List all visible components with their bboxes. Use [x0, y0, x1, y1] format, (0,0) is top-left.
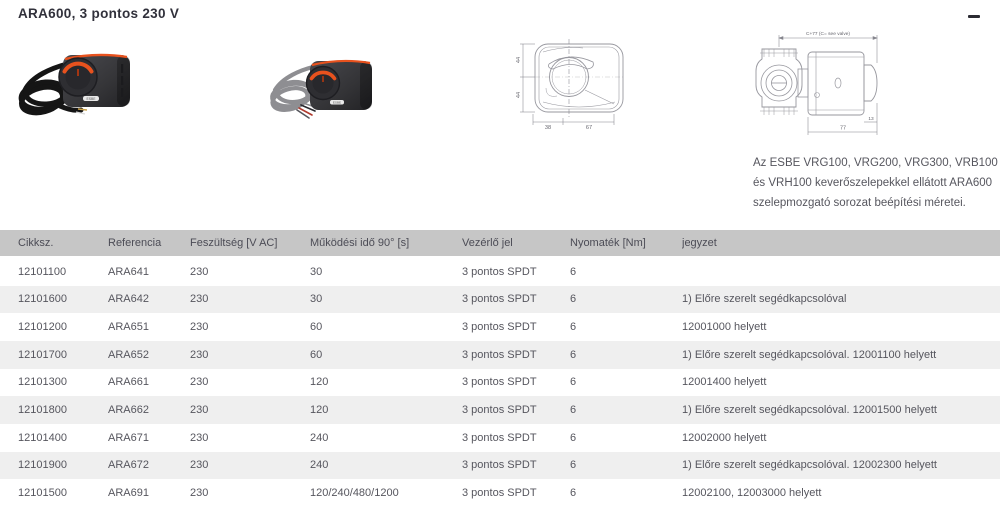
- table-cell: 120: [310, 376, 329, 389]
- table-cell: 12101200: [18, 321, 67, 334]
- table-cell: 3 pontos SPDT: [462, 459, 537, 472]
- dim-label-c77: C+77 (C= see valve): [806, 32, 850, 37]
- table-cell: 1) Előre szerelt segédkapcsolóval. 12001500 helyett: [682, 404, 937, 417]
- product-photo-actuator-2: [263, 53, 378, 121]
- table-row: [0, 341, 1000, 369]
- table-cell: ARA671: [108, 431, 149, 444]
- column-header: jegyzet: [682, 237, 717, 249]
- table-row: [0, 424, 1000, 452]
- column-header: Referencia: [108, 237, 162, 249]
- table-cell: ARA652: [108, 348, 149, 361]
- table-cell: 12101800: [18, 404, 67, 417]
- table-row: [0, 286, 1000, 314]
- table-cell: 6: [570, 404, 577, 417]
- table-cell: 3 pontos SPDT: [462, 376, 537, 389]
- table-cell: 230: [190, 376, 209, 389]
- table-cell: ARA661: [108, 376, 149, 389]
- table-row: [0, 313, 1000, 341]
- table-cell: 6: [570, 459, 577, 472]
- dim-label-44-bottom: 44: [516, 91, 522, 99]
- table-cell: 6: [570, 376, 577, 389]
- drawing-side-view: [750, 27, 892, 139]
- table-cell: 12101400: [18, 431, 67, 444]
- table-cell: 60: [310, 321, 323, 334]
- column-header: Vezérlő jel: [462, 237, 513, 249]
- table-cell: 12101500: [18, 487, 67, 500]
- table-cell: ARA651: [108, 321, 149, 334]
- wire-end: [78, 109, 87, 110]
- drawing-front-view: [513, 38, 635, 133]
- table-cell: 120/240/480/1200: [310, 487, 399, 500]
- table-cell: 3 pontos SPDT: [462, 265, 537, 278]
- table-cell: 230: [190, 321, 209, 334]
- table-cell: 30: [310, 265, 323, 278]
- actuator-photo-1-graphic: [12, 48, 142, 126]
- table-cell: 12101700: [18, 348, 67, 361]
- table-cell: 3 pontos SPDT: [462, 487, 537, 500]
- table-cell: 12101300: [18, 376, 67, 389]
- table-cell: 1) Előre szerelt segédkapcsolóval. 12001100 helyett: [682, 348, 937, 361]
- table-cell: 6: [570, 431, 577, 444]
- table-cell: 3 pontos SPDT: [462, 293, 537, 306]
- table-row: [0, 479, 1000, 507]
- table-cell: ARA662: [108, 404, 149, 417]
- dim-label-44-top: 44: [516, 56, 522, 64]
- table-cell: 12002100, 12003000 helyett: [682, 487, 822, 500]
- dim-label-38: 38: [544, 125, 552, 131]
- table-cell: 3 pontos SPDT: [462, 404, 537, 417]
- table-cell: ARA641: [108, 265, 149, 278]
- table-cell: 230: [190, 293, 209, 306]
- dim-label-77: 77: [840, 125, 846, 132]
- table-cell: ARA642: [108, 293, 149, 306]
- table-cell: 6: [570, 348, 577, 361]
- table-cell: 230: [190, 265, 209, 278]
- table-header-row: [0, 230, 1000, 256]
- collapse-section-button[interactable]: [966, 8, 982, 20]
- table-cell: 230: [190, 404, 209, 417]
- table-cell: 230: [190, 348, 209, 361]
- table-row: [0, 452, 1000, 480]
- table-cell: 12002000 helyett: [682, 431, 767, 444]
- table-cell: 6: [570, 293, 577, 306]
- svg-text:ESBE: ESBE: [86, 97, 96, 101]
- table-cell: 12001000 helyett: [682, 321, 767, 334]
- side-view-graphic: [750, 27, 892, 139]
- table-cell: 3 pontos SPDT: [462, 321, 537, 334]
- table-cell: 12101100: [18, 265, 67, 278]
- installation-dimensions-description: Az ESBE VRG100, VRG200, VRG300, VRB100 és VRH100 keverőszelepekkel ellátott ARA600 szelepmozgató sorozat beépítési méretei.: [753, 156, 998, 209]
- table-cell: ARA691: [108, 487, 149, 500]
- table-cell: 1) Előre szerelt segédkapcsolóval. 12002300 helyett: [682, 459, 937, 472]
- column-header: Működési idő 90° [s]: [310, 237, 410, 249]
- product-table: [0, 230, 1000, 507]
- table-cell: 240: [310, 459, 329, 472]
- table-cell: 120: [310, 404, 329, 417]
- table-cell: 3 pontos SPDT: [462, 431, 537, 444]
- table-row: [0, 396, 1000, 424]
- table-cell: ARA672: [108, 459, 149, 472]
- minus-icon: [968, 15, 980, 18]
- dim-label-67: 67: [585, 125, 593, 131]
- table-cell: 3 pontos SPDT: [462, 348, 537, 361]
- table-cell: 6: [570, 321, 577, 334]
- dim-label-13: 13: [868, 117, 874, 122]
- table-cell: 230: [190, 459, 209, 472]
- table-cell: 60: [310, 348, 323, 361]
- column-header: Feszültség [V AC]: [190, 237, 278, 249]
- actuator-photo-2-graphic: [263, 53, 378, 121]
- front-view-graphic: [513, 38, 635, 133]
- table-cell: 12101900: [18, 459, 67, 472]
- table-body: [0, 258, 1000, 507]
- table-cell: 240: [310, 431, 329, 444]
- table-cell: 1) Előre szerelt segédkapcsolóval: [682, 293, 847, 306]
- table-cell: 230: [190, 431, 209, 444]
- column-header: Nyomaték [Nm]: [570, 237, 646, 249]
- table-cell: 12101600: [18, 293, 67, 306]
- table-cell: 6: [570, 265, 577, 278]
- product-photo-actuator-1: [12, 48, 142, 126]
- table-row: [0, 258, 1000, 286]
- table-cell: 6: [570, 487, 577, 500]
- table-row: [0, 369, 1000, 397]
- column-header: Cikksz.: [18, 237, 54, 249]
- svg-text:ESBE: ESBE: [332, 100, 342, 105]
- table-cell: 12001400 helyett: [682, 376, 767, 389]
- table-cell: 230: [190, 487, 209, 500]
- table-cell: 30: [310, 293, 323, 306]
- page-title: ARA600, 3 pontos 230 V: [18, 6, 180, 21]
